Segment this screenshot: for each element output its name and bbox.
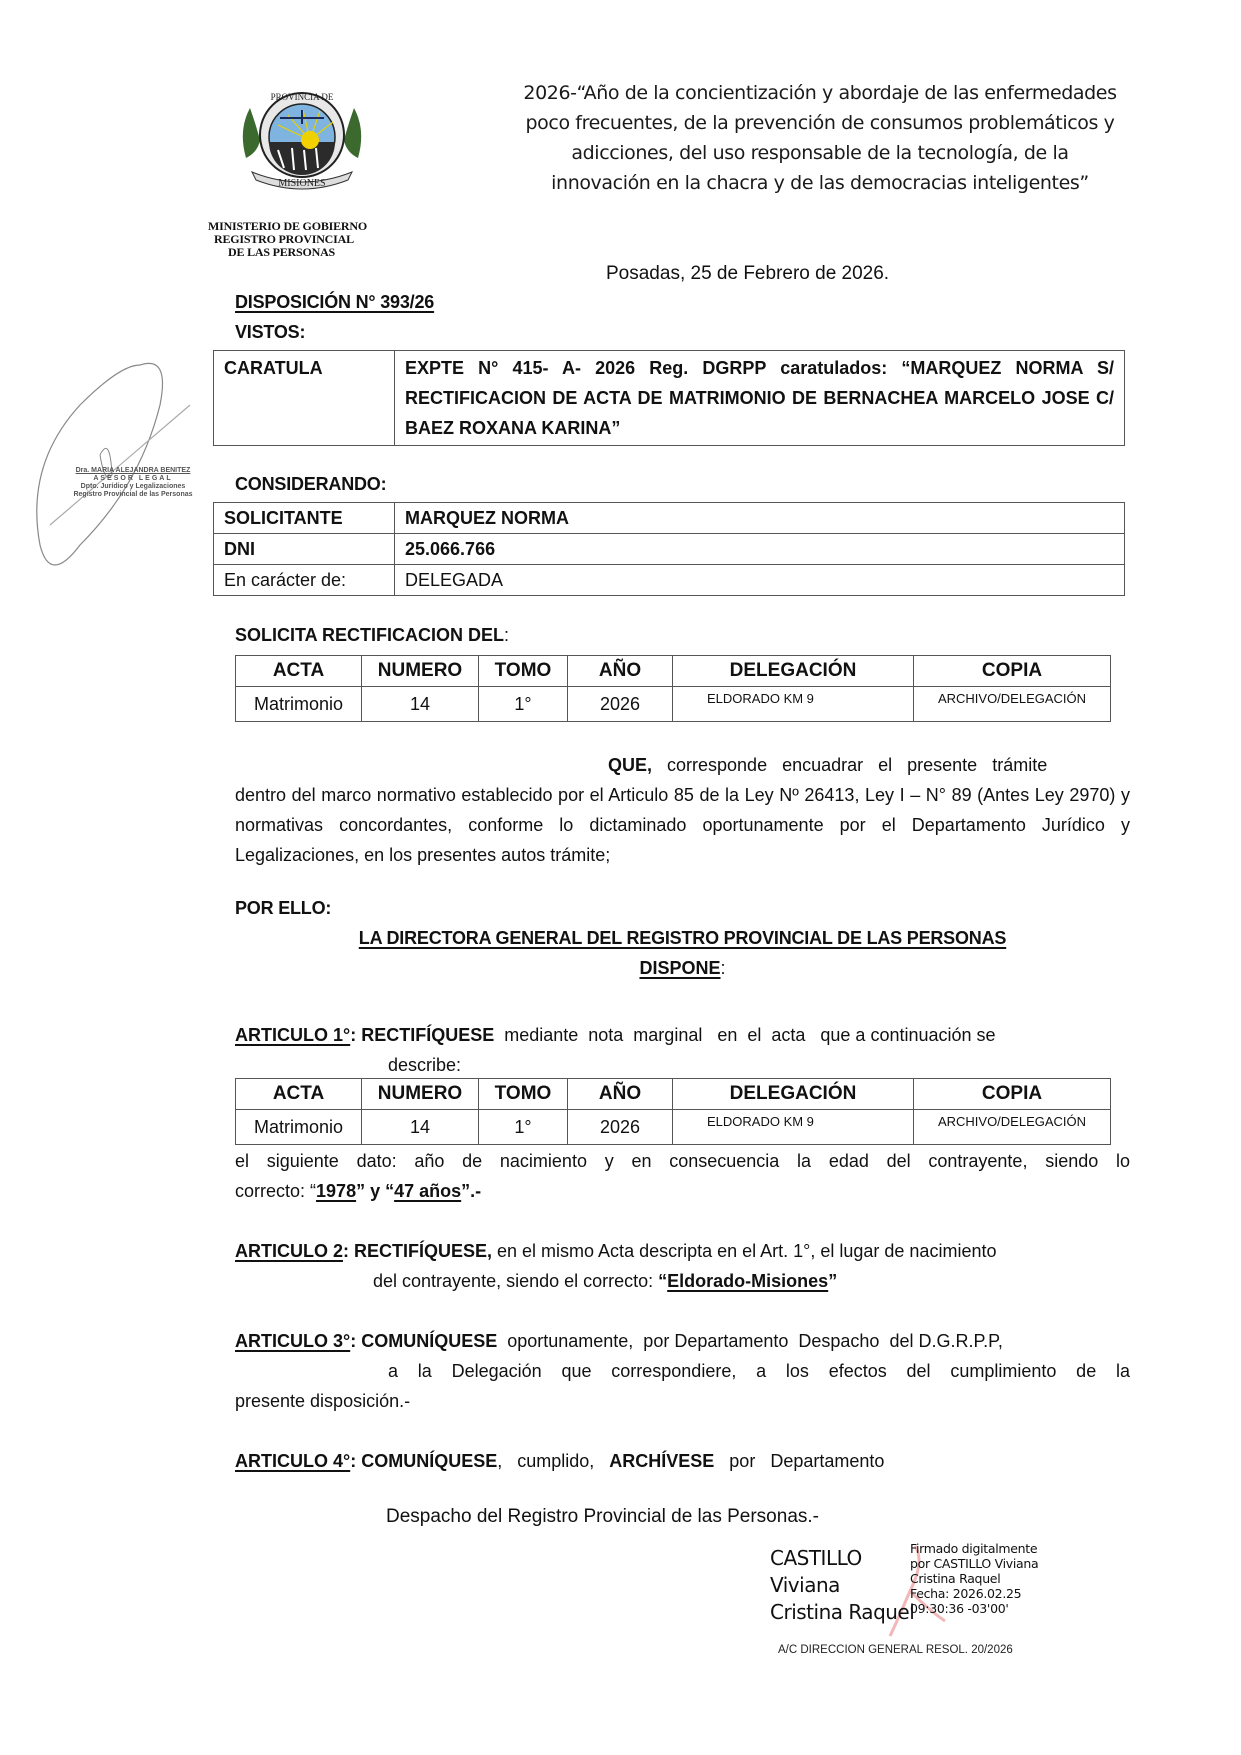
- cell-delegacion: ELDORADO KM 9: [673, 687, 914, 722]
- signature-detail-line: por CASTILLO Viviana: [910, 1556, 1039, 1571]
- signature-footer: A/C DIRECCION GENERAL RESOL. 20/2026: [778, 1644, 1013, 1656]
- corrected-age: 47 años: [394, 1181, 462, 1201]
- table-row: [214, 503, 1125, 534]
- cell-numero: 14: [362, 1110, 479, 1145]
- que-paragraph-rest: dentro del marco normativo establecido por el Articulo 85 de la Ley Nº 26413, Ley I – N° 89 (Antes Ley 2970) y normativas concordantes, conforme lo dictaminado oportunamente por el Departamento Jurídico y Legalizaciones, en los presentes autos trámite;: [235, 785, 1130, 865]
- article-4-verb2: ARCHÍVESE: [609, 1451, 715, 1471]
- table-header-row: [236, 1079, 1111, 1110]
- motto-line: adicciones, del uso responsable de la tecnología, de la: [571, 142, 1069, 164]
- caratula-label: CARATULA: [214, 351, 395, 446]
- correction-end: ”.-: [461, 1181, 482, 1201]
- dni-value: 25.066.766: [395, 534, 1125, 565]
- motto-line: innovación en la chacra y de las democracias inteligentes”: [551, 172, 1089, 194]
- solicita-label-text: SOLICITA RECTIFICACION DEL: [235, 625, 504, 645]
- svg-text:PROVINCIA DE: PROVINCIA DE: [270, 92, 334, 102]
- article-1-text: mediante nota marginal en el acta que a continuación se: [494, 1025, 996, 1045]
- table-row: [236, 687, 1111, 722]
- por-ello-label: POR ELLO:: [235, 898, 332, 918]
- col-copia: COPIA: [914, 1079, 1111, 1110]
- quote-open: “: [658, 1271, 668, 1291]
- signature-detail-line: 09:30:36 -03'00': [910, 1601, 1009, 1616]
- stamp-line: Dra. MARIA ALEJANDRA BENITEZ: [75, 467, 191, 474]
- acta-table-article-1: [235, 1078, 1111, 1145]
- table-row: [236, 1110, 1111, 1145]
- cell-anio: 2026: [568, 687, 673, 722]
- svg-text:MISIONES: MISIONES: [278, 178, 326, 189]
- dispone-suffix: :: [720, 958, 726, 978]
- article-2-line2: [373, 1266, 837, 1296]
- col-numero: NUMERO: [362, 656, 479, 687]
- ministry-block: [208, 220, 367, 259]
- col-delegacion: DELEGACIÓN: [673, 656, 914, 687]
- article-4-text: , cumplido,: [497, 1451, 610, 1471]
- article-3-sep: :: [350, 1331, 362, 1351]
- solicita-label: [235, 625, 509, 646]
- article-3-text: oportunamente, por Departamento Despacho del D.G.R.P.P,: [497, 1331, 1003, 1351]
- article-2-text2: del contrayente, siendo el correcto:: [373, 1271, 659, 1291]
- applicant-value: MARQUEZ NORMA: [395, 503, 1125, 534]
- col-tomo: TOMO: [479, 656, 568, 687]
- article-3-verb: COMUNÍQUESE: [361, 1331, 498, 1351]
- digital-signature-block: [760, 1541, 1090, 1641]
- cell-tomo: 1°: [479, 1110, 568, 1145]
- province-coat-of-arms-logo: [238, 80, 366, 190]
- article-3-text3: presente disposición.-: [235, 1391, 411, 1411]
- dispone-line: [235, 958, 1130, 979]
- article-2: [235, 1236, 996, 1266]
- col-tomo: TOMO: [479, 1079, 568, 1110]
- article-4-text2: por Departamento: [714, 1451, 885, 1471]
- role-label: En carácter de:: [214, 565, 395, 596]
- signature-detail-line: Fecha: 2026.02.25: [910, 1586, 1022, 1601]
- motto-line: 2026-“Año de la concientización y abordaje de las enfermedades: [523, 82, 1117, 104]
- cell-copia: ARCHIVO/DELEGACIÓN: [914, 687, 1111, 722]
- stamp-line: Registro Provincial de las Personas: [73, 491, 193, 498]
- document-date: Posadas, 25 de Febrero de 2026.: [606, 263, 890, 284]
- cell-delegacion: ELDORADO KM 9: [673, 1110, 914, 1145]
- col-anio: AÑO: [568, 656, 673, 687]
- cell-acta: Matrimonio: [236, 687, 362, 722]
- table-header-row: [236, 656, 1111, 687]
- role-value: DELEGADA: [395, 565, 1125, 596]
- caratula-value: EXPTE N° 415- A- 2026 Reg. DGRPP caratulados: “MARQUEZ NORMA S/ RECTIFICACION DE ACTA DE MATRIMONIO DE BERNACHEA MARCELO JOSE C/ BAEZ ROXANA KARINA”: [395, 351, 1125, 446]
- vistos-label: VISTOS:: [235, 322, 306, 342]
- article-2-sep: :: [343, 1241, 354, 1261]
- stamp-line: ASESOR LEGAL: [93, 475, 173, 482]
- signer-name-line: Cristina Raquel: [770, 1600, 915, 1624]
- dni-label: DNI: [214, 534, 395, 565]
- que-paragraph: [235, 750, 1130, 780]
- year-motto: [500, 78, 1140, 198]
- col-acta: ACTA: [236, 1079, 362, 1110]
- article-3: [235, 1326, 1130, 1356]
- authority-title: LA DIRECTORA GENERAL DEL REGISTRO PROVINCIAL DE LAS PERSONAS: [358, 928, 1007, 948]
- col-anio: AÑO: [568, 1079, 673, 1110]
- acta-table-request: [235, 655, 1111, 722]
- article-1: [235, 1020, 1130, 1050]
- cell-copia: ARCHIVO/DELEGACIÓN: [914, 1110, 1111, 1145]
- applicant-label: SOLICITANTE: [214, 503, 395, 534]
- article-1-verb: RECTIFÍQUESE: [361, 1025, 495, 1045]
- que-lead: QUE,: [608, 755, 653, 775]
- article-1-correction: [235, 1176, 481, 1206]
- article-4-label: ARTICULO 4°: [235, 1451, 351, 1471]
- disposition-title: DISPOSICIÓN N° 393/26: [235, 292, 435, 312]
- correction-mid: ” y “: [356, 1181, 395, 1201]
- table-row: [214, 534, 1125, 565]
- signer-name-line: Viviana: [770, 1573, 840, 1597]
- motto-line: poco frecuentes, de la prevención de consumos problemáticos y: [525, 112, 1115, 134]
- signature-detail-line: Firmado digitalmente: [910, 1541, 1038, 1556]
- quote-close: ”: [828, 1271, 838, 1291]
- ministry-line: REGISTRO PROVINCIAL: [214, 232, 354, 246]
- article-4: [235, 1446, 884, 1476]
- ministry-line: DE LAS PERSONAS: [228, 245, 336, 259]
- article-1-text2: describe:: [388, 1055, 462, 1075]
- corrected-birthplace: Eldorado-Misiones: [667, 1271, 829, 1291]
- article-2-text: en el mismo Acta descripta en el Art. 1°, el lugar de nacimiento: [492, 1241, 997, 1261]
- signer-name: [770, 1545, 914, 1626]
- signature-detail-line: Cristina Raquel: [910, 1571, 1001, 1586]
- caratula-table: [213, 350, 1125, 446]
- table-row: [214, 565, 1125, 596]
- considerando-label: CONSIDERANDO:: [235, 474, 387, 494]
- signature-details: [910, 1541, 1038, 1616]
- corrected-birth-year: 1978: [316, 1181, 357, 1201]
- article-3-label: ARTICULO 3°: [235, 1331, 351, 1351]
- col-delegacion: DELEGACIÓN: [673, 1079, 914, 1110]
- article-4-text3: Despacho del Registro Provincial de las Personas.-: [386, 1506, 819, 1527]
- applicant-table: [213, 502, 1125, 596]
- solicita-label-suffix: :: [504, 625, 510, 645]
- cell-acta: Matrimonio: [236, 1110, 362, 1145]
- stamp-line: Dpto. Jurídico y Legalizaciones: [80, 483, 186, 490]
- cell-tomo: 1°: [479, 687, 568, 722]
- article-2-label: ARTICULO 2: [235, 1241, 343, 1261]
- dispone-label: DISPONE: [639, 958, 721, 978]
- cell-anio: 2026: [568, 1110, 673, 1145]
- correction-prefix: correcto: “: [235, 1181, 317, 1201]
- ministry-line: MINISTERIO DE GOBIERNO: [208, 219, 367, 233]
- article-2-verb: RECTIFÍQUESE,: [354, 1241, 493, 1261]
- col-acta: ACTA: [236, 656, 362, 687]
- article-1-sep: :: [350, 1025, 362, 1045]
- col-numero: NUMERO: [362, 1079, 479, 1110]
- cell-numero: 14: [362, 687, 479, 722]
- article-1-after: el siguiente dato: año de nacimiento y en consecuencia la edad del contrayente, siendo lo: [235, 1151, 1130, 1171]
- que-text-first: corresponde encuadrar el presente trámite: [652, 755, 1048, 775]
- authority-line: [235, 928, 1130, 949]
- col-copia: COPIA: [914, 656, 1111, 687]
- article-4-sep: :: [350, 1451, 362, 1471]
- signer-name-line: CASTILLO: [770, 1546, 862, 1570]
- article-3-text2: a la Delegación que correspondiere, a los efectos del cumplimiento de la: [388, 1361, 1130, 1381]
- article-1-label: ARTICULO 1°: [235, 1025, 351, 1045]
- legal-advisor-signature: [20, 345, 200, 595]
- article-4-verb: COMUNÍQUESE: [361, 1451, 498, 1471]
